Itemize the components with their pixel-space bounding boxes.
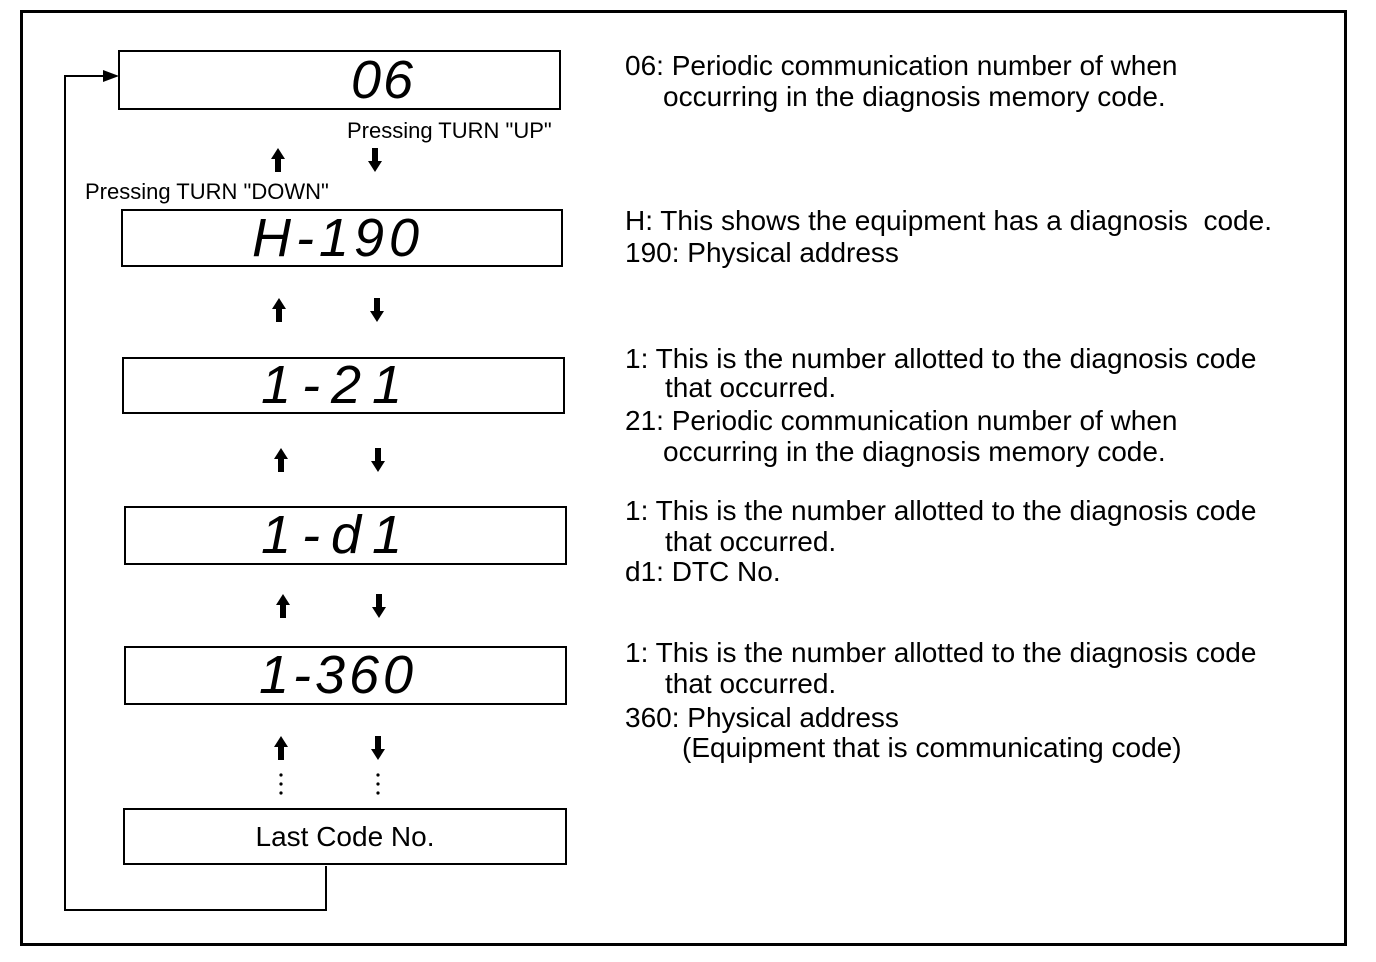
press-turn-down-label: Pressing TURN "DOWN"	[85, 179, 329, 204]
description-line: 21: Periodic communication number of when	[625, 405, 1178, 436]
press-turn-up-label: Pressing TURN "UP"	[347, 118, 552, 143]
display-box-code-address	[124, 646, 567, 705]
description-line: 1: This is the number allotted to the diagnosis code	[625, 495, 1257, 526]
continuation-dots-icon	[279, 773, 282, 794]
up-arrow-icon	[274, 448, 288, 472]
down-arrow-icon	[370, 298, 384, 322]
description-line: 360: Physical address	[625, 702, 899, 733]
description-line: that occurred.	[665, 526, 837, 557]
display-value: 06	[350, 50, 416, 110]
description-line: d1: DTC No.	[625, 556, 781, 587]
description-line: that occurred.	[665, 372, 837, 403]
description-line: that occurred.	[665, 668, 837, 699]
up-arrow-icon	[272, 298, 286, 322]
up-arrow-icon	[276, 594, 290, 618]
loop-back-arrowhead-icon	[103, 70, 119, 82]
display-box-code-periodic	[122, 357, 565, 414]
continuation-dots-icon	[376, 773, 379, 794]
description-line: (Equipment that is communicating code)	[682, 732, 1182, 763]
description-line: 1: This is the number allotted to the diagnosis code	[625, 343, 1257, 374]
description-line: occurring in the diagnosis memory code.	[663, 436, 1166, 467]
description-line: occurring in the diagnosis memory code.	[663, 81, 1166, 112]
display-box-physical-address	[121, 209, 563, 267]
display-value: 1-21	[260, 355, 414, 415]
display-box-dtc	[124, 506, 567, 565]
display-box-periodic-number	[118, 50, 561, 110]
down-arrow-icon	[371, 736, 385, 760]
last-code-label: Last Code No.	[255, 820, 435, 852]
down-arrow-icon	[368, 148, 382, 172]
up-arrow-icon	[271, 148, 285, 172]
display-value: 1-d1	[260, 505, 414, 565]
down-arrow-icon	[372, 594, 386, 618]
description-line: 190: Physical address	[625, 237, 899, 268]
display-value: H-190	[251, 208, 425, 268]
up-arrow-icon	[274, 736, 288, 760]
description-line: H: This shows the equipment has a diagnosis code.	[625, 205, 1272, 236]
description-line: 1: This is the number allotted to the diagnosis code	[625, 637, 1257, 668]
description-line: 06: Periodic communication number of when	[625, 50, 1178, 81]
display-value: 1-360	[258, 645, 418, 705]
last-code-box	[123, 808, 567, 865]
down-arrow-icon	[371, 448, 385, 472]
